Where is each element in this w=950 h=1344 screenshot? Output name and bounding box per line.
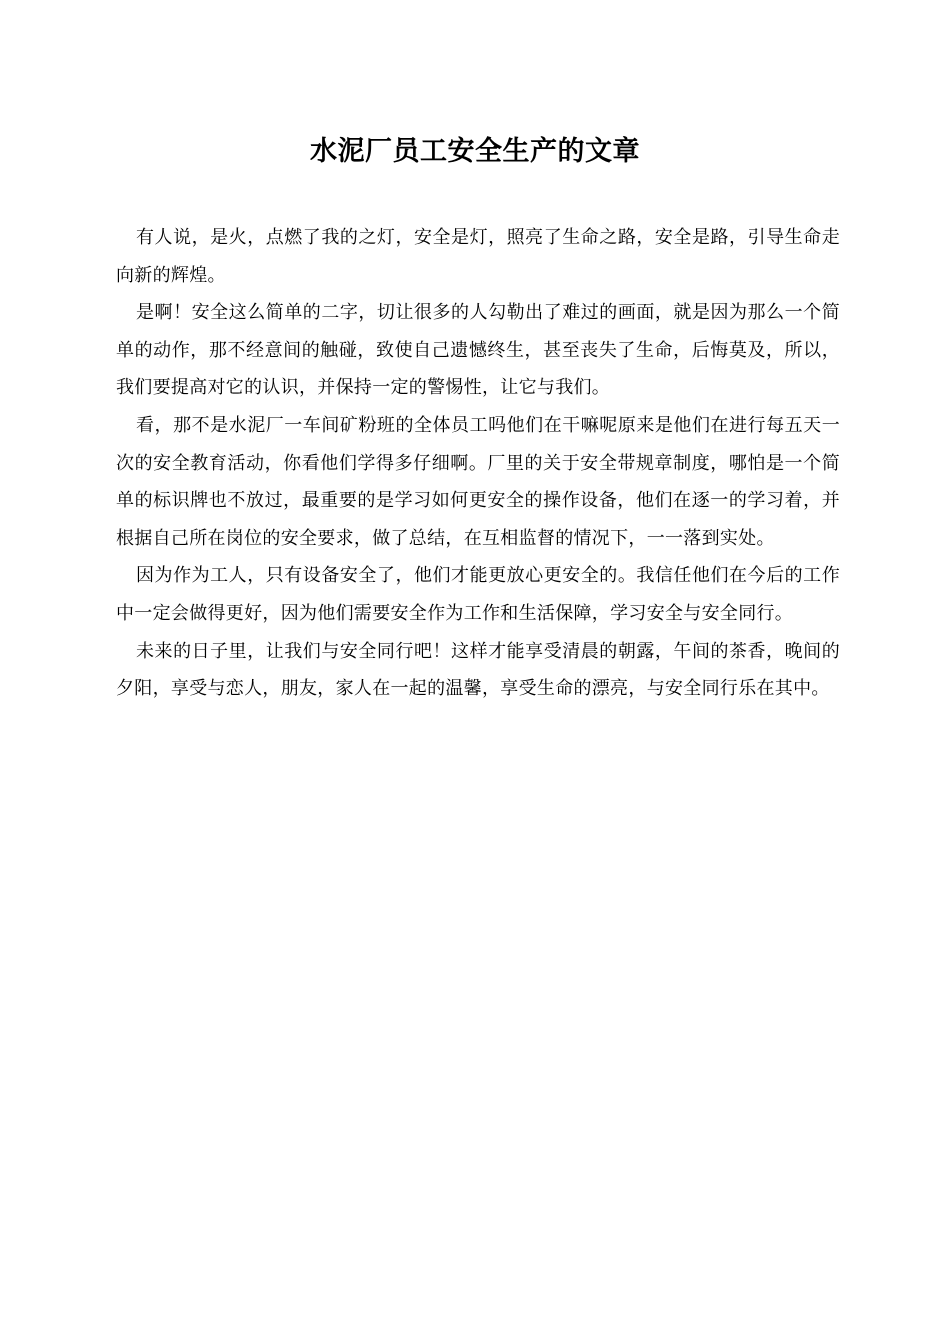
- paragraph: 看，那不是水泥厂一车间矿粉班的全体员工吗他们在干嘛呢原来是他们在进行每五天一次的安全教育活动，你看他们学得多仔细啊。厂里的关于安全带规章制度，哪怕是一个简单的标识牌也不放过，最重要的是学习如何更安全的操作设备，他们在逐一的学习着，并根据自己所在岗位的安全要求，做了总结，在互相监督的情况下，一一落到实处。: [116, 414, 840, 549]
- document-title: 水泥厂员工安全生产的文章: [310, 136, 640, 167]
- paragraph: 未来的日子里，让我们与安全同行吧！这样才能享受清晨的朝露，午间的茶香，晚间的夕阳，享受与恋人，朋友，家人在一起的温馨，享受生命的漂亮，与安全同行乐在其中。: [116, 640, 840, 700]
- paragraph: 因为作为工人，只有设备安全了，他们才能更放心更安全的。我信任他们在今后的工作中一定会做得更好，因为他们需要安全作为工作和生活保障，学习安全与安全同行。: [116, 565, 840, 624]
- paragraph: 是啊！安全这么简单的二字，切让很多的人勾勒出了难过的画面，就是因为那么一个简单的动作，那不经意间的触碰，致使自己遗憾终生，甚至丧失了生命，后悔莫及，所以，我们要提高对它的认识，并保持一定的警惕性，让它与我们。: [116, 302, 840, 399]
- paragraph: 有人说，是火，点燃了我的之灯，安全是灯，照亮了生命之路，安全是路，引导生命走向新的辉煌。: [116, 227, 840, 286]
- document-body: [116, 219, 840, 708]
